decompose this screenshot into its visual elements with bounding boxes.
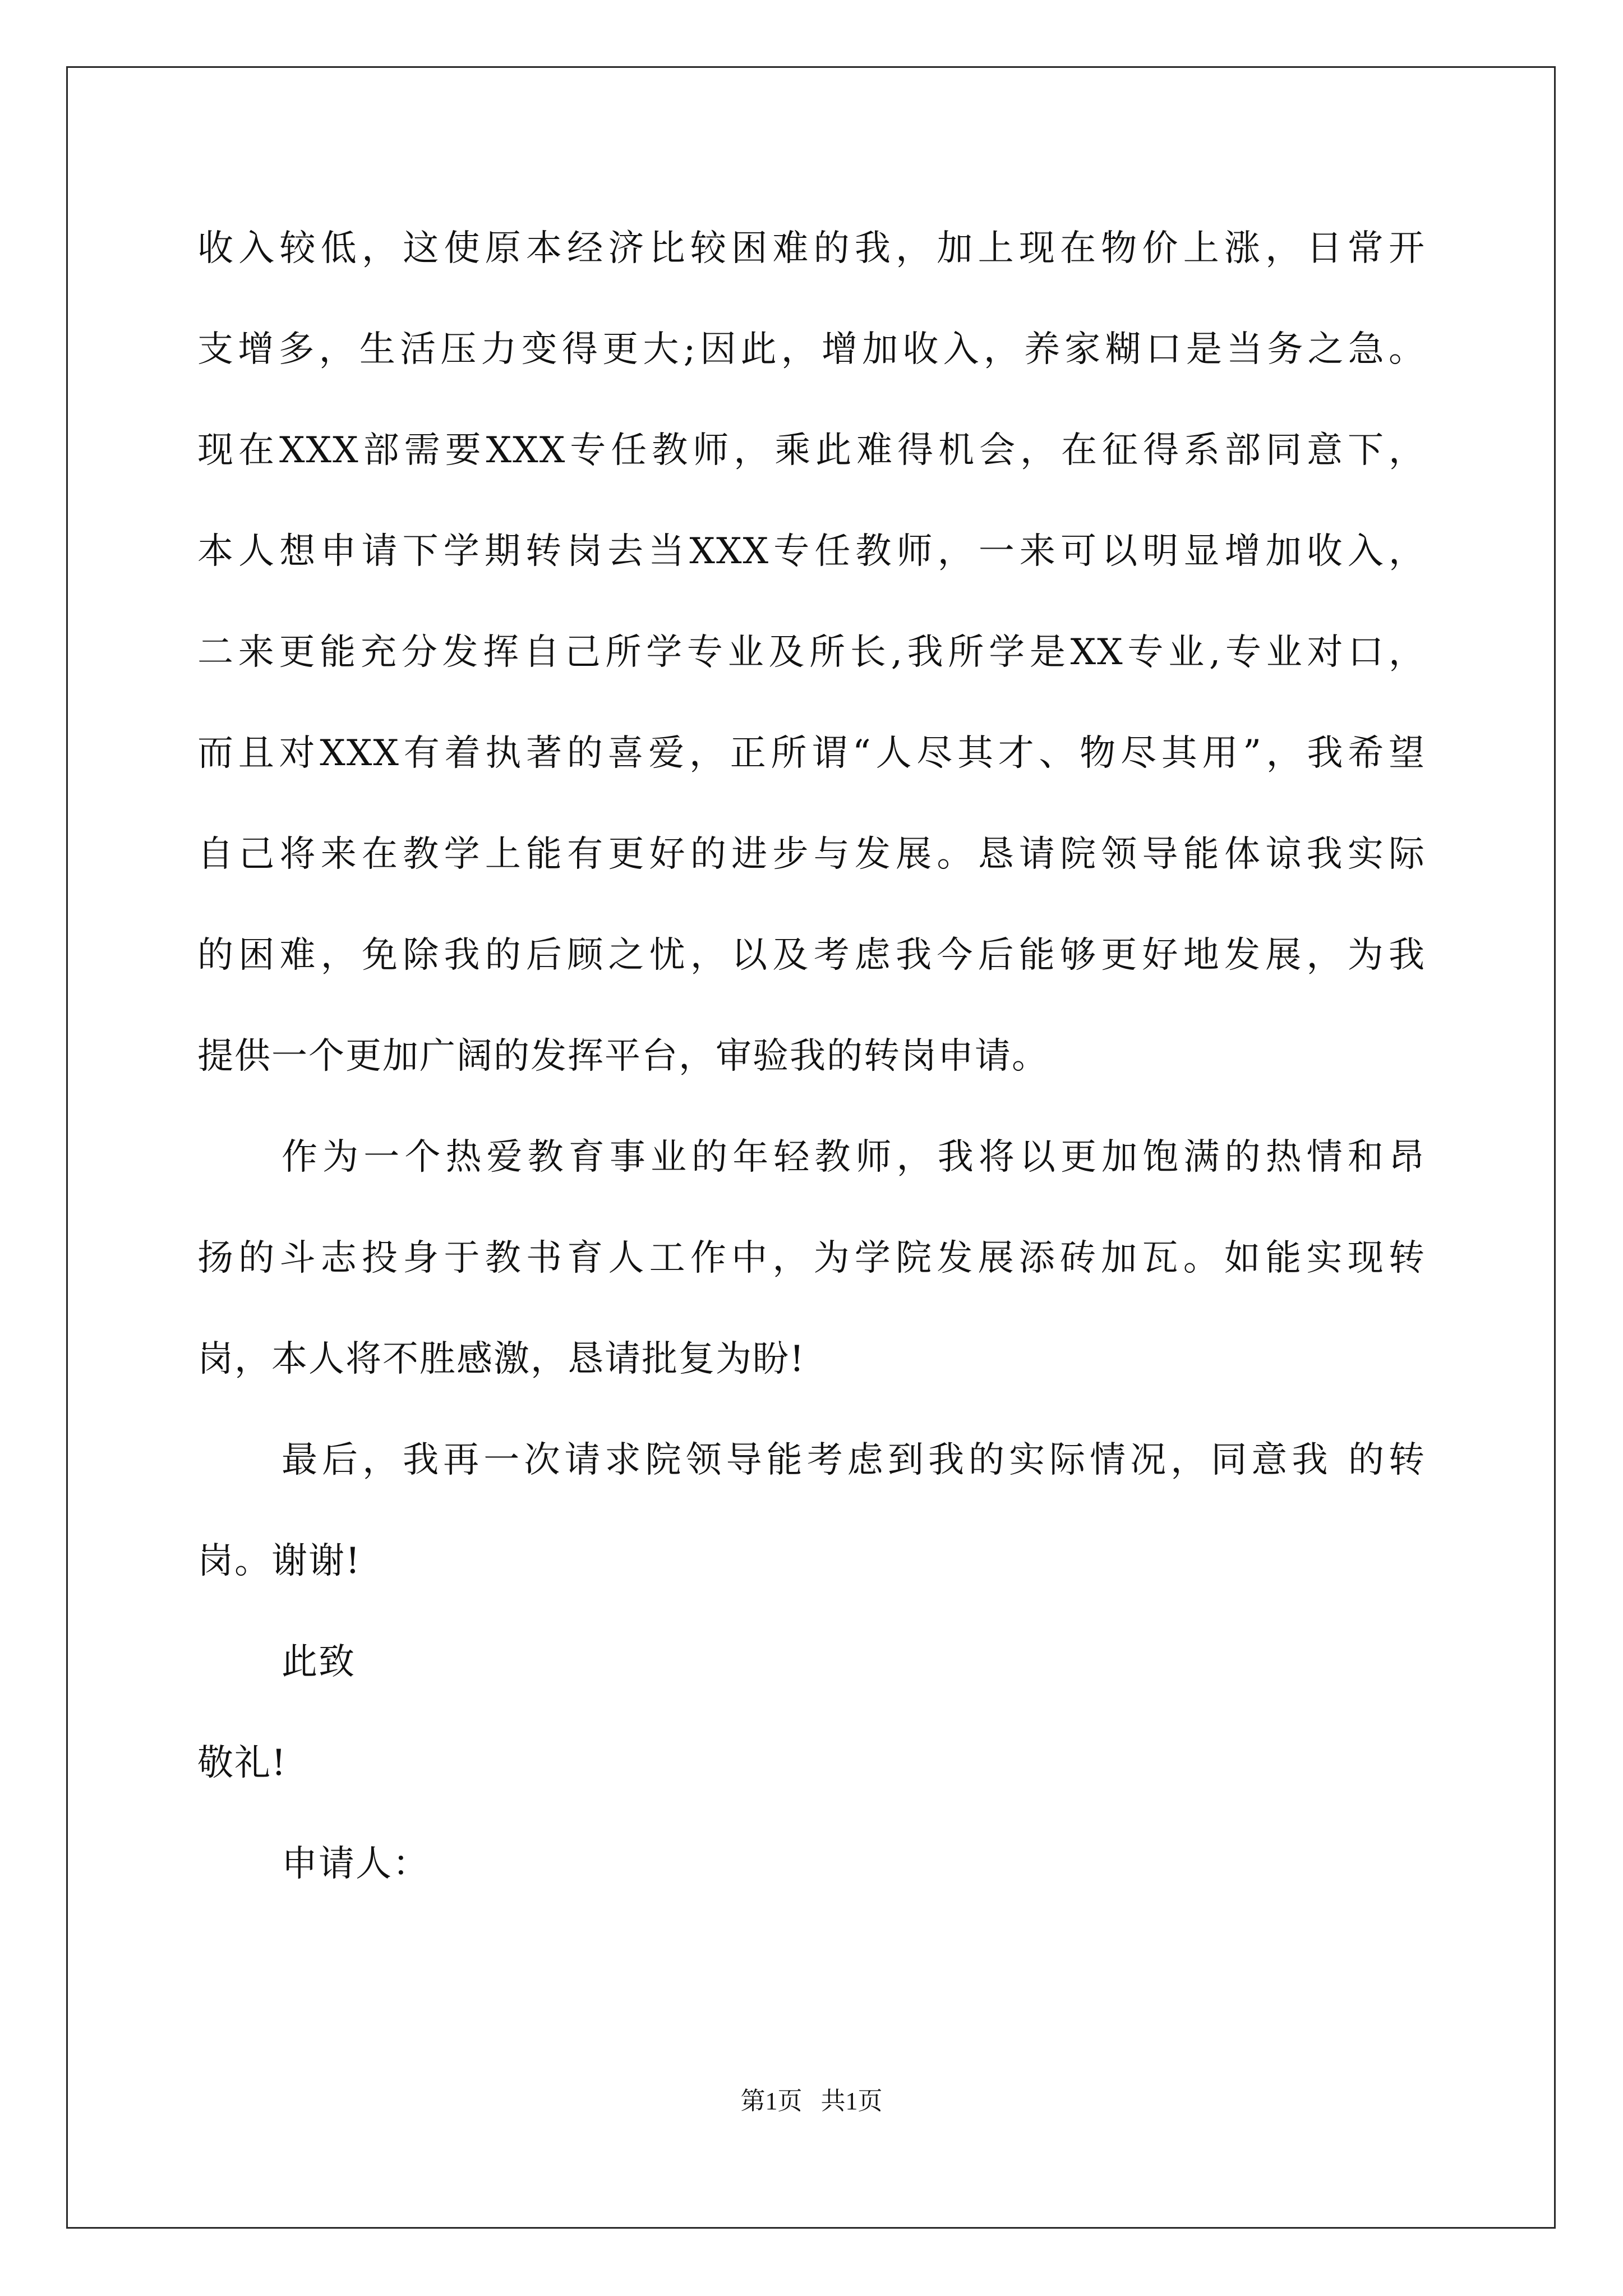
text-line: 岗。谢谢! (197, 1540, 361, 1582)
text-line: 扬的斗志投身于教书育人工作中，为学院发展添砖加瓦。如能实现转 (197, 1237, 1426, 1279)
text-line: 提供一个更加广阔的发挥平台，审验我的转岗申请。 (197, 1036, 1049, 1077)
text-line: 二来更能充分发挥自己所学专业及所长,我所学是XX专业,专业对口， (197, 632, 1426, 673)
paragraph-first-line: 最后，我再一次请求院领导能考虑到我的实际情况，同意我 的转 (282, 1439, 1426, 1481)
text-line: 现在XXX部需要XXX专任教师，乘此难得机会，在征得系部同意下， (197, 430, 1426, 471)
paragraph-first-line: 作为一个热爱教育事业的年轻教师，我将以更加饱满的热情和昂 (282, 1137, 1426, 1178)
closing-salutation: 此致 (282, 1641, 356, 1683)
page-number: 第1页 共1页 (740, 2087, 883, 2115)
text-line: 的困难，免除我的后顾之忧，以及考虑我今后能够更好地发展，为我 (197, 935, 1426, 976)
text-line: 岗，本人将不胜感激，恳请批复为盼! (197, 1338, 805, 1380)
text-line: 支增多，生活压力变得更大;因此，增加收入，养家糊口是当务之急。 (197, 329, 1426, 370)
text-line: 收入较低，这使原本经济比较困难的我，加上现在物价上涨，日常开 (197, 228, 1426, 269)
text-line: 自己将来在教学上能有更好的进步与发展。恳请院领导能体谅我实际 (197, 834, 1426, 875)
text-line: 本人想申请下学期转岗去当XXX专任教师，一来可以明显增加收入， (197, 531, 1426, 572)
closing-regards: 敬礼! (197, 1742, 287, 1784)
applicant-label: 申请人： (282, 1843, 430, 1885)
text-line: 而且对XXX有着执著的喜爱，正所谓“人尽其才、物尽其用”，我希望 (197, 733, 1426, 774)
